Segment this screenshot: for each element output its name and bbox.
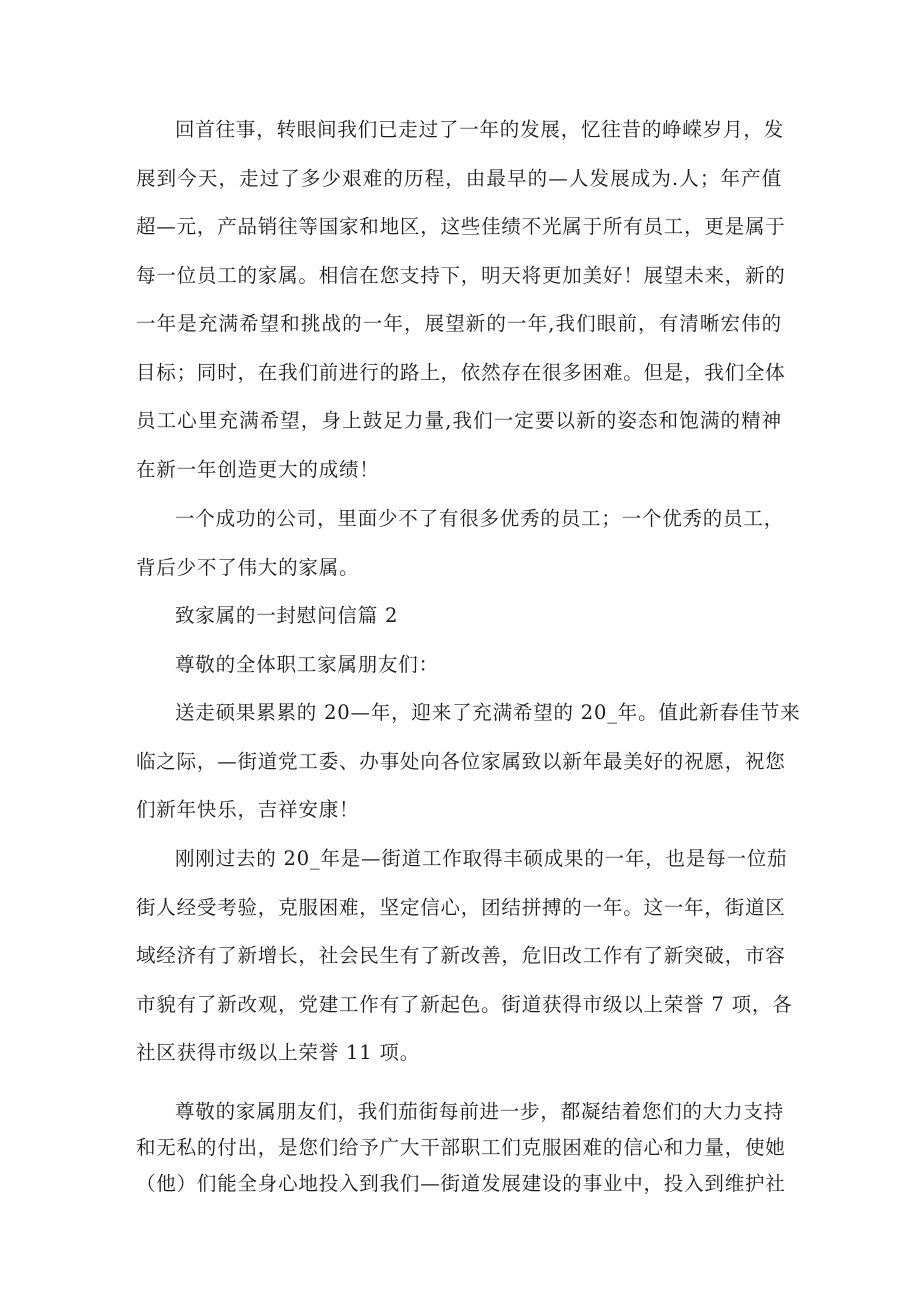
paragraph-7 bbox=[136, 1094, 786, 1202]
section-heading bbox=[136, 592, 782, 641]
text-line: 每一位员工的家属。相信在您支持下，明天将更加美好！展望未来，新的 bbox=[136, 263, 786, 287]
text-line: 员工心里充满希望，身上鼓足力量,我们一定要以新的姿态和饱满的精神 bbox=[136, 409, 782, 432]
text-line: 们新年快乐，吉祥安康！ bbox=[136, 798, 360, 821]
text-line: 市貌有了新改观，党建工作有了新起色。街道获得市级以上荣誉 7 项，各 bbox=[136, 992, 793, 1016]
text-line: 刚刚过去的 20_年是—街道工作取得丰硕成果的一年，也是每一位茄 bbox=[175, 847, 788, 870]
text-line: 和无私的付出，是您们给予广大干部职工们克服困难的信心和力量，使她 bbox=[136, 1136, 786, 1159]
text-line: 超—元，产品销往等国家和地区，这些佳绩不光属于所有员工，更是属于 bbox=[136, 215, 786, 238]
paragraph-6 bbox=[136, 835, 793, 1078]
text-line: 尊敬的家属朋友们，我们茄街每前进一步，都凝结着您们的大力支持 bbox=[175, 1100, 785, 1123]
text-line: 临之际，—街道党工委、办事处向各位家属致以新年最美好的祝愿，祝您 bbox=[136, 749, 786, 773]
text-line: 一个成功的公司，里面少不了有很多优秀的员工；一个优秀的员工， bbox=[175, 507, 785, 530]
text-line: 尊敬的全体职工家属朋友们： bbox=[175, 653, 439, 676]
text-line: 展到今天，走过了多少艰难的历程，由最早的—人发展成为.人；年产值 bbox=[136, 166, 782, 190]
text-line: 一年是充满希望和挑战的一年，展望新的一年,我们眼前，有清晰宏伟的 bbox=[136, 312, 782, 335]
text-line: 域经济有了新增长，社会民生有了新改善，危旧改工作有了新突破，市容 bbox=[136, 944, 786, 967]
text-line: 送走硕果累累的 20—年，迎来了充满希望的 20_年。值此新春佳节来 bbox=[175, 701, 801, 724]
text-line: 致家属的一封慰问信篇 2 bbox=[175, 604, 399, 627]
text-line: 目标；同时，在我们前进行的路上，依然存在很多困难。但是，我们全体 bbox=[136, 360, 786, 384]
paragraph-2 bbox=[136, 495, 785, 592]
text-line: 在新一年创造更大的成绩！ bbox=[136, 457, 380, 481]
text-line: 街人经受考验，克服困难，坚定信心，团结拼搏的一年。这一年，街道区 bbox=[136, 895, 786, 919]
paragraph-5 bbox=[136, 689, 801, 835]
text-line: 背后少不了伟大的家属。 bbox=[136, 555, 360, 579]
text-line: 社区获得市级以上荣誉 11 项。 bbox=[136, 1041, 421, 1064]
text-line: （他）们能全身心地投入到我们—街道发展建设的事业中，投入到维护社 bbox=[136, 1172, 786, 1195]
salutation bbox=[136, 641, 782, 690]
text-line: 回首往事，转眼间我们已走过了一年的发展，忆往昔的峥嵘岁月，发 bbox=[175, 118, 785, 141]
paragraph-1 bbox=[136, 106, 786, 494]
